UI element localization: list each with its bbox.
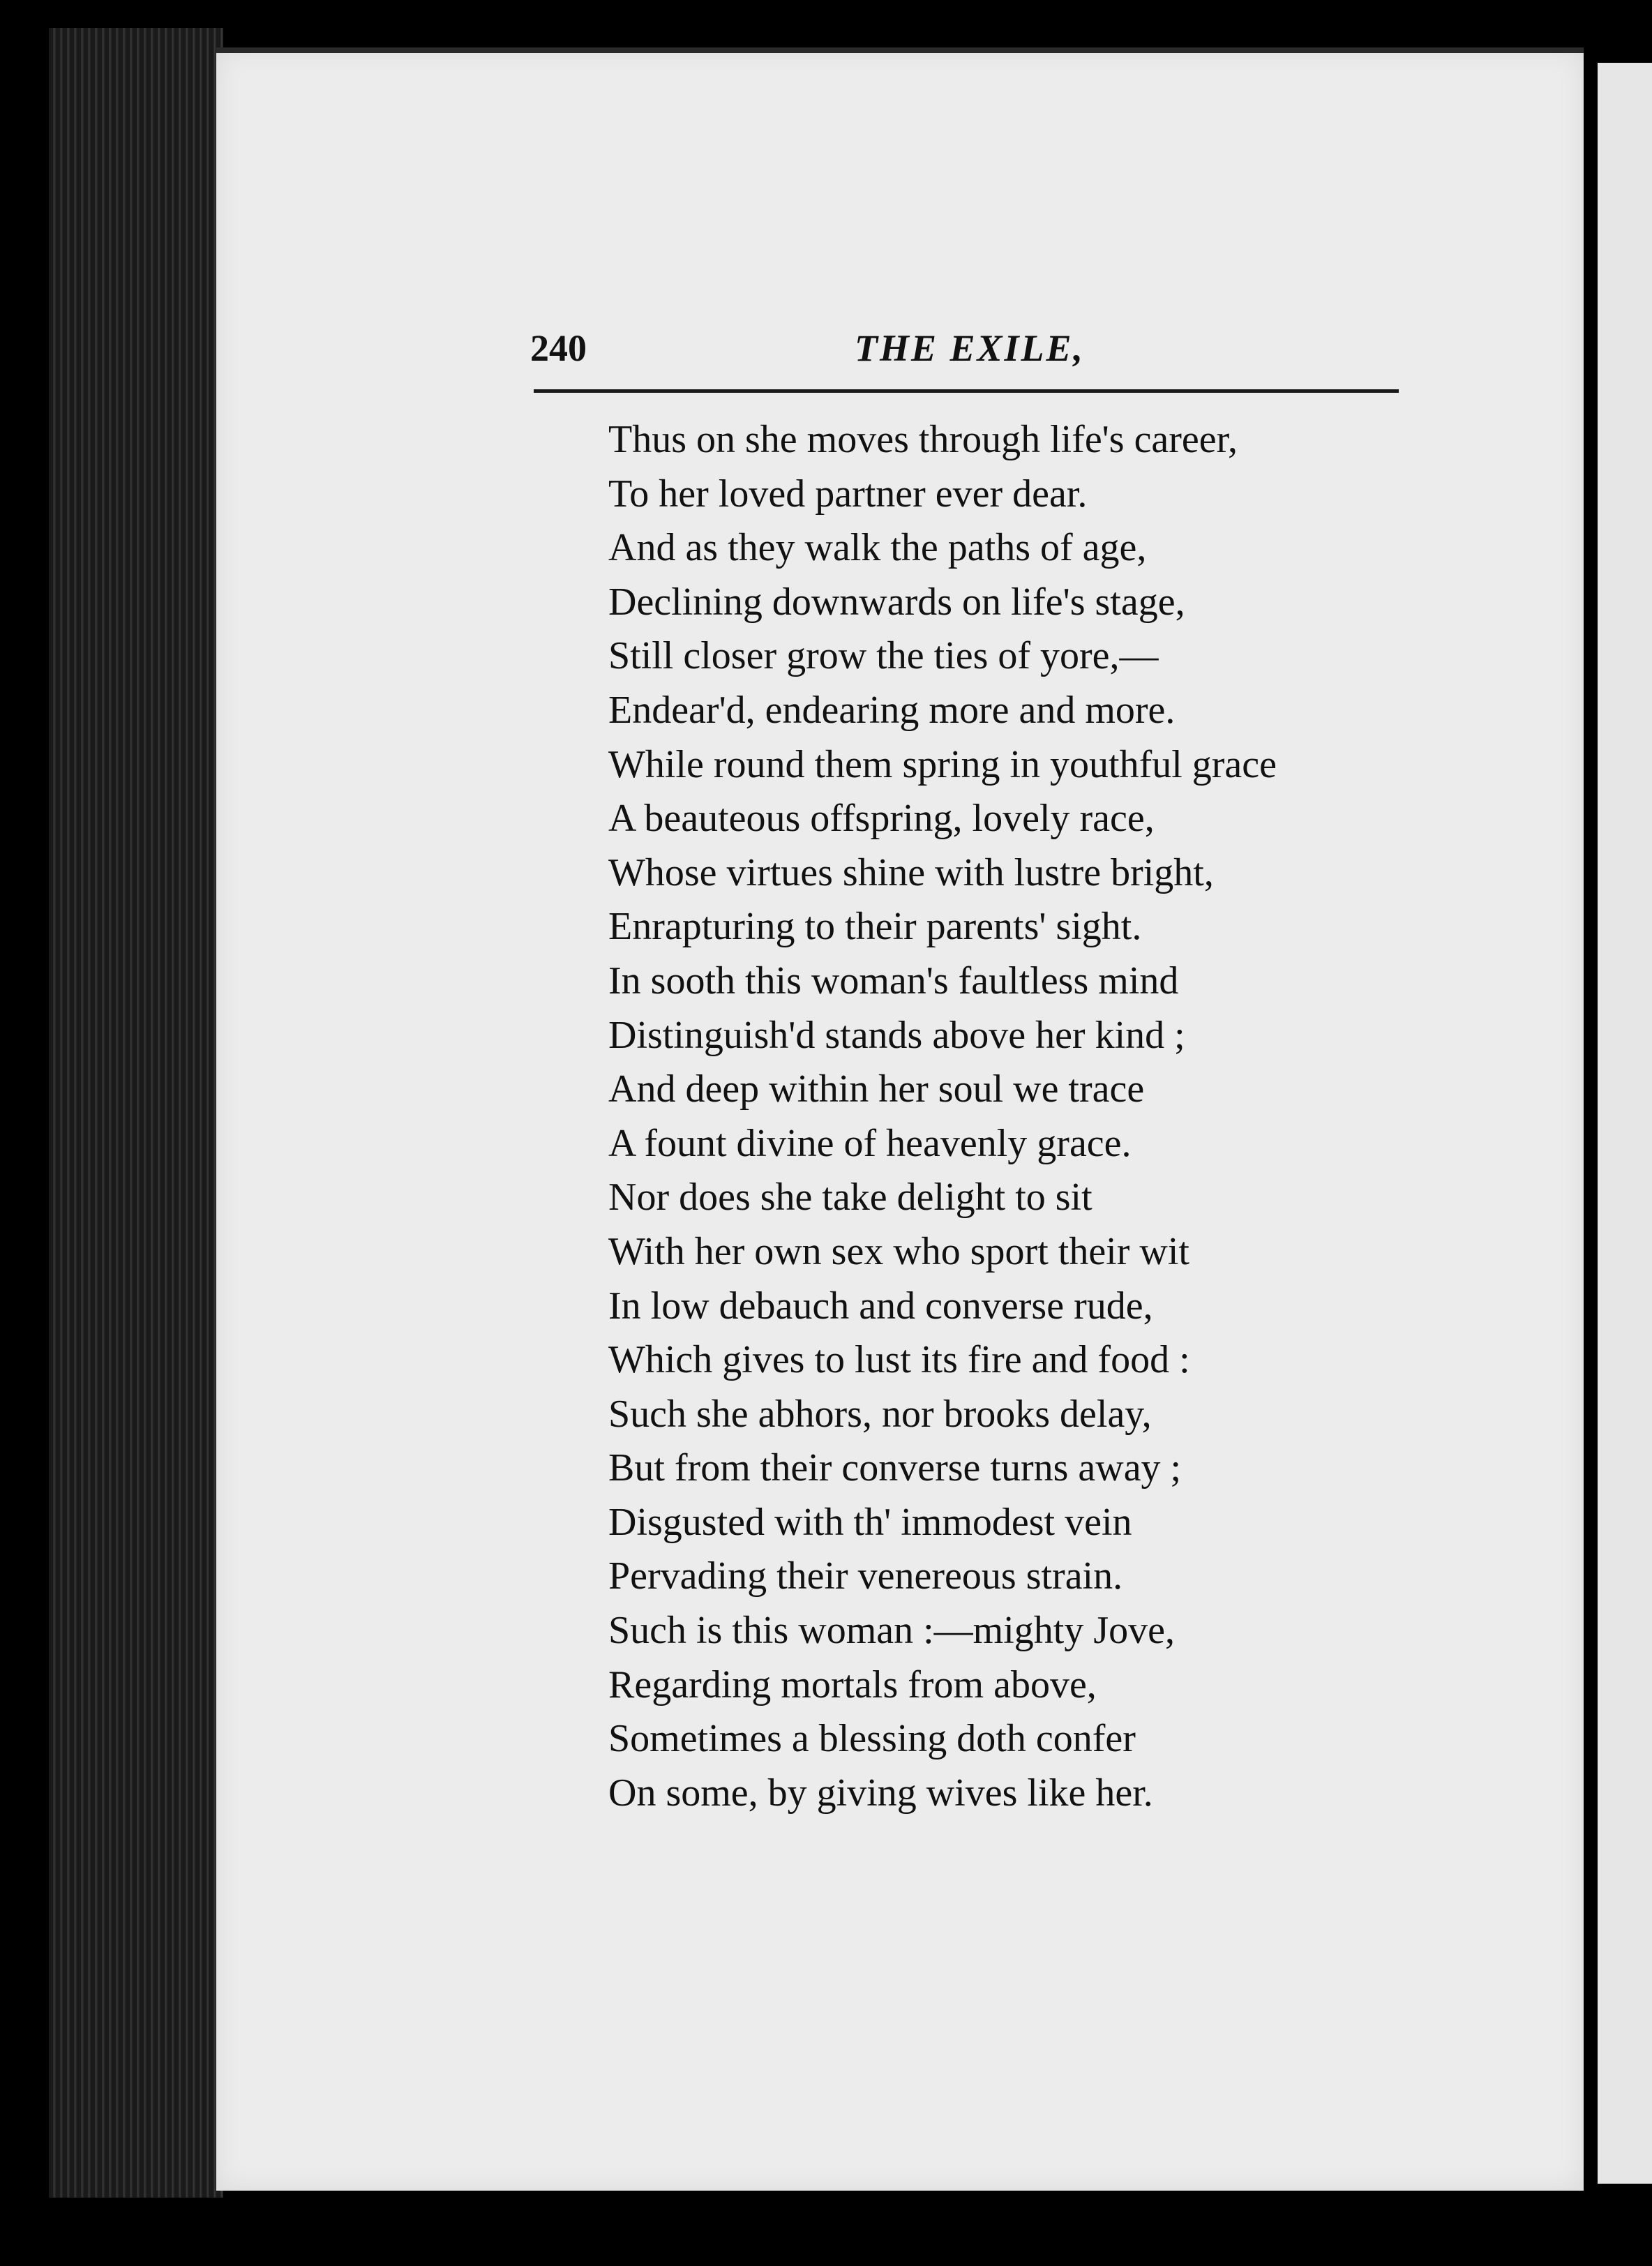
poem-line: A fount divine of heavenly grace. [608, 1121, 1132, 1165]
poem-line: Such she abhors, nor brooks delay, [608, 1392, 1152, 1436]
poem-line: In low debauch and converse rude, [608, 1284, 1153, 1328]
poem-line: Nor does she take delight to sit [608, 1176, 1092, 1220]
poem-line: But from their converse turns away ; [608, 1446, 1182, 1490]
poem-line: With her own sex who sport their wit [608, 1229, 1189, 1273]
poem-line: While round them spring in youthful grace [608, 742, 1277, 786]
running-title: THE EXILE, [855, 327, 1086, 369]
poem-line: Enrapturing to their parents' sight. [608, 905, 1142, 949]
poem-line: Distinguish'd stands above her kind ; [608, 1013, 1185, 1057]
poem-line: Endear'd, endearing more and more. [608, 688, 1176, 732]
poem-line: Disgusted with th' immodest vein [608, 1500, 1132, 1544]
poem-line: Pervading their venereous strain. [608, 1554, 1123, 1598]
next-page-edge [1598, 63, 1652, 2184]
poem-line: Sometimes a blessing doth confer [608, 1717, 1136, 1761]
poem-line: Such is this woman :—mighty Jove, [608, 1609, 1175, 1653]
page-number: 240 [530, 327, 587, 369]
poem-line: A beauteous offspring, lovely race, [608, 797, 1155, 841]
poem-line: And deep within her soul we trace [608, 1067, 1145, 1111]
poem-line: To her loved partner ever dear. [608, 472, 1088, 516]
poem-line: Whose virtues shine with lustre bright, [608, 850, 1214, 894]
page-stack-edge [49, 28, 223, 2198]
poem-line: Thus on she moves through life's career, [608, 418, 1238, 461]
poem-line: Declining downwards on life's stage, [608, 580, 1185, 624]
poem-line: And as they walk the paths of age, [608, 526, 1147, 570]
poem-text [608, 413, 1411, 1820]
page-top-edge [216, 47, 1584, 53]
poem-line: On some, by giving wives like her. [608, 1771, 1153, 1815]
running-head [530, 327, 1395, 389]
poem-line: In sooth this woman's faultless mind [608, 959, 1179, 1003]
poem-line: Regarding mortals from above, [608, 1663, 1097, 1706]
poem-line: Still closer grow the ties of yore,— [608, 634, 1159, 678]
poem-line: Which gives to lust its fire and food : [608, 1338, 1190, 1382]
header-rule [534, 389, 1399, 393]
